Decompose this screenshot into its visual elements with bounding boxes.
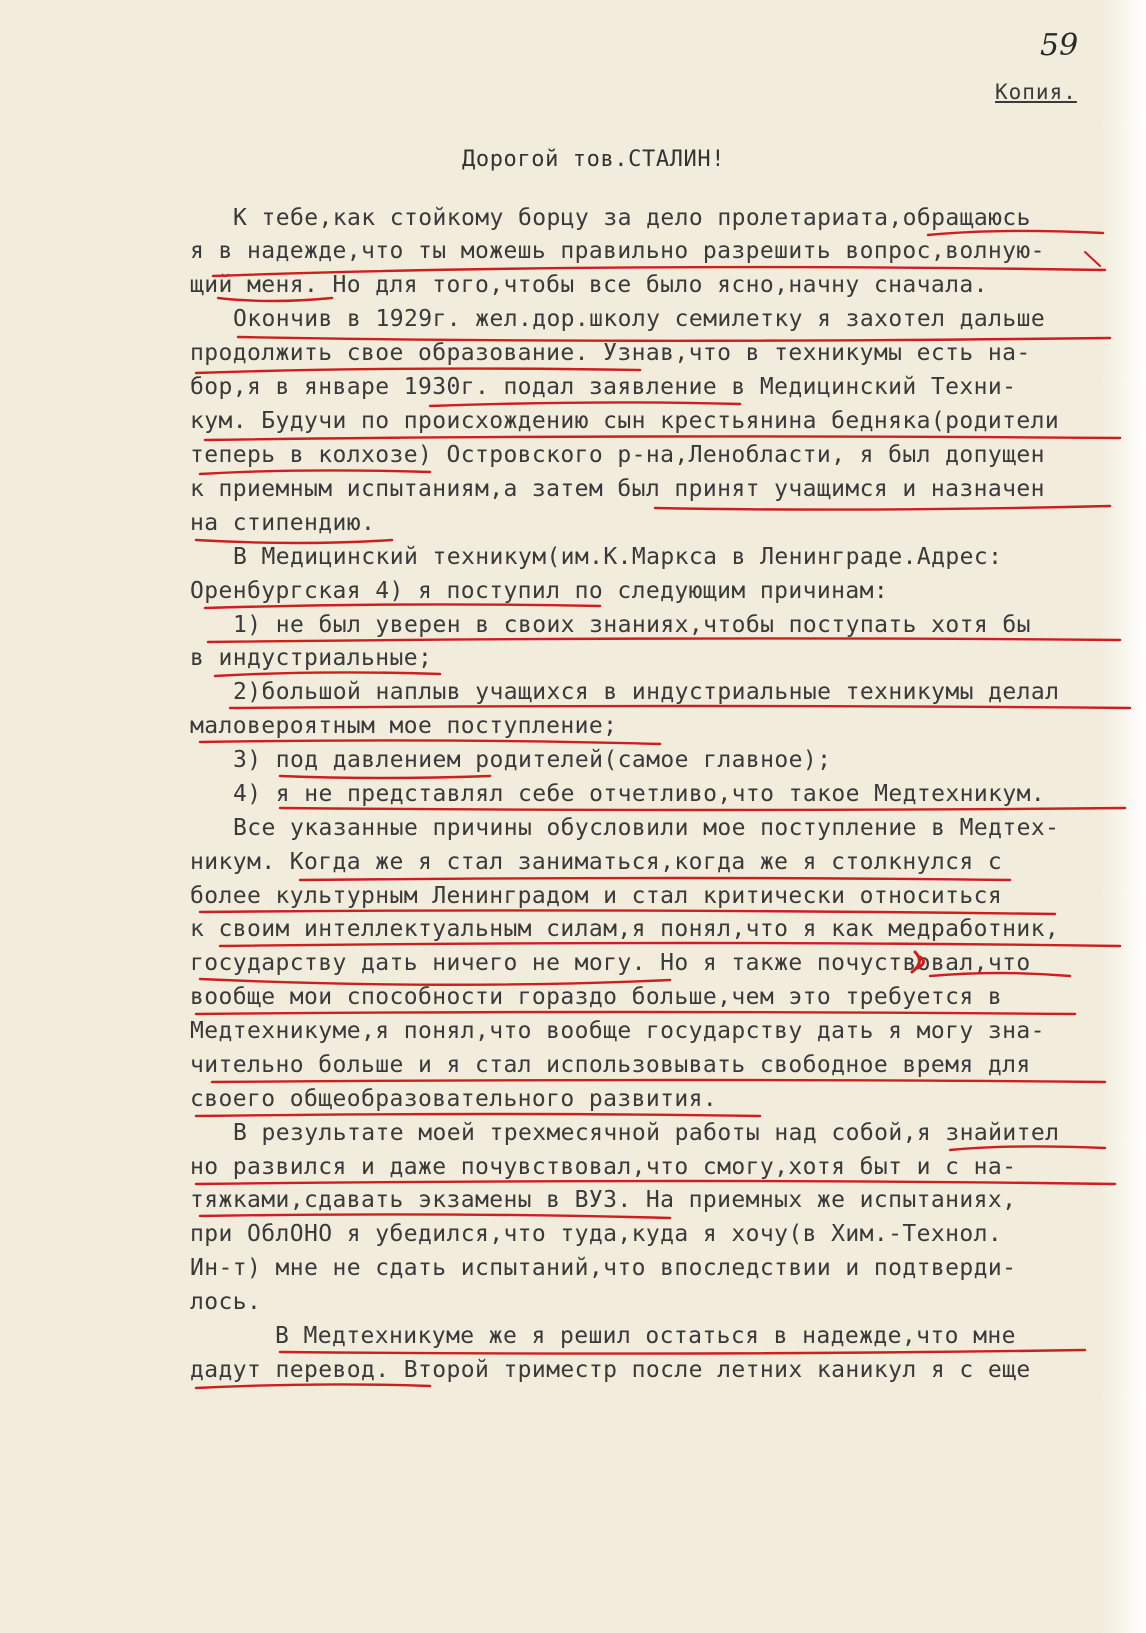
text-line: Медтехникуме,я понял,что вообще государству дать я могу зна-: [190, 1018, 1045, 1044]
text-line: в индустриальные;: [190, 645, 433, 671]
text-line: но развился и даже почувствовал,что смогу,хотя быт и с на-: [190, 1154, 1017, 1180]
text-line: теперь в колхозе) Островского р-на,Ленобласти, я был допущен: [190, 442, 1045, 468]
copy-mark: Копия.: [995, 80, 1077, 104]
text-line: к своим интеллектуальным силам,я понял,что я как медработник,: [190, 916, 1060, 942]
text-line: К тебе,как стойкому борцу за дело пролетариата,обращаюсь: [233, 205, 1031, 231]
text-line: 3) под давлением родителей(самое главное);: [233, 747, 832, 773]
text-line: Окончив в 1929г. жел.дор.школу семилетку я захотел дальше: [233, 306, 1046, 332]
text-line: В Медтехникуме же я решил остаться в надежде,что мне: [275, 1323, 1016, 1349]
text-line: 4) я не представлял себе отчетливо,что такое Медтехникум.: [233, 781, 1046, 807]
text-line: к приемным испытаниям,а затем был принят учащимся и назначен: [190, 476, 1045, 502]
text-line: 2)большой наплыв учащихся в индустриальные техникумы делал: [233, 679, 1060, 705]
text-line: В Медицинский техникум(им.К.Маркса в Ленинграде.Адрес:: [233, 544, 1003, 570]
text-line: на стипендию.: [190, 510, 376, 536]
text-line: дадут перевод. Второй триместр после летних каникул я с еще: [190, 1357, 1031, 1383]
text-line: чительно больше и я стал использовывать свободное время для: [190, 1052, 1031, 1078]
text-line: бор,я в январе 1930г. подал заявление в Медицинский Техни-: [190, 374, 1017, 400]
text-line: Оренбургская 4) я поступил по следующим причинам:: [190, 578, 889, 604]
text-line: Все указанные причины обусловили мое поступление в Медтех-: [233, 815, 1060, 841]
text-line: своего общеобразовательного развития.: [190, 1086, 718, 1112]
text-line: щий меня. Но для того,чтобы все было ясно,начну сначала.: [190, 272, 988, 298]
text-line: при ОблОНО я убедился,что туда,куда я хочу(в Хим.-Технол.: [190, 1221, 1003, 1247]
text-line: вообще мои способности гораздо больше,чем это требуется в: [190, 984, 1003, 1010]
folio-number: 59: [1040, 28, 1079, 63]
text-line: никум. Когда же я стал заниматься,когда же я столкнулся с: [190, 849, 1003, 875]
text-line: маловероятным мое поступление;: [190, 713, 618, 739]
text-line: продолжить свое образование. Узнав,что в техникумы есть на-: [190, 340, 1031, 366]
text-line: я в надежде,что ты можешь правильно разрешить вопрос,волную-: [190, 238, 1045, 264]
text-line: более культурным Ленинградом и стал критически относиться: [190, 883, 1003, 909]
text-line: государству дать ничего не могу. Но я также почуствовал,что: [190, 950, 1031, 976]
text-line: Ин-т) мне не сдать испытаний,что впоследствии и подтверди-: [190, 1255, 1017, 1281]
text-line: 1) не был уверен в своих знаниях,чтобы поступать хотя бы: [233, 612, 1031, 638]
text-line: В результате моей трехмесячной работы над собой,я знайител: [233, 1120, 1060, 1146]
text-line: кум. Будучи по происхождению сын крестьянина бедняка(родители: [190, 408, 1060, 434]
text-line: лось.: [190, 1289, 262, 1315]
text-line: тяжками,сдавать экзамены в ВУЗ. На приемных же испытаниях,: [190, 1187, 1017, 1213]
salutation: Дорогой тов.СТАЛИН!: [462, 147, 726, 172]
